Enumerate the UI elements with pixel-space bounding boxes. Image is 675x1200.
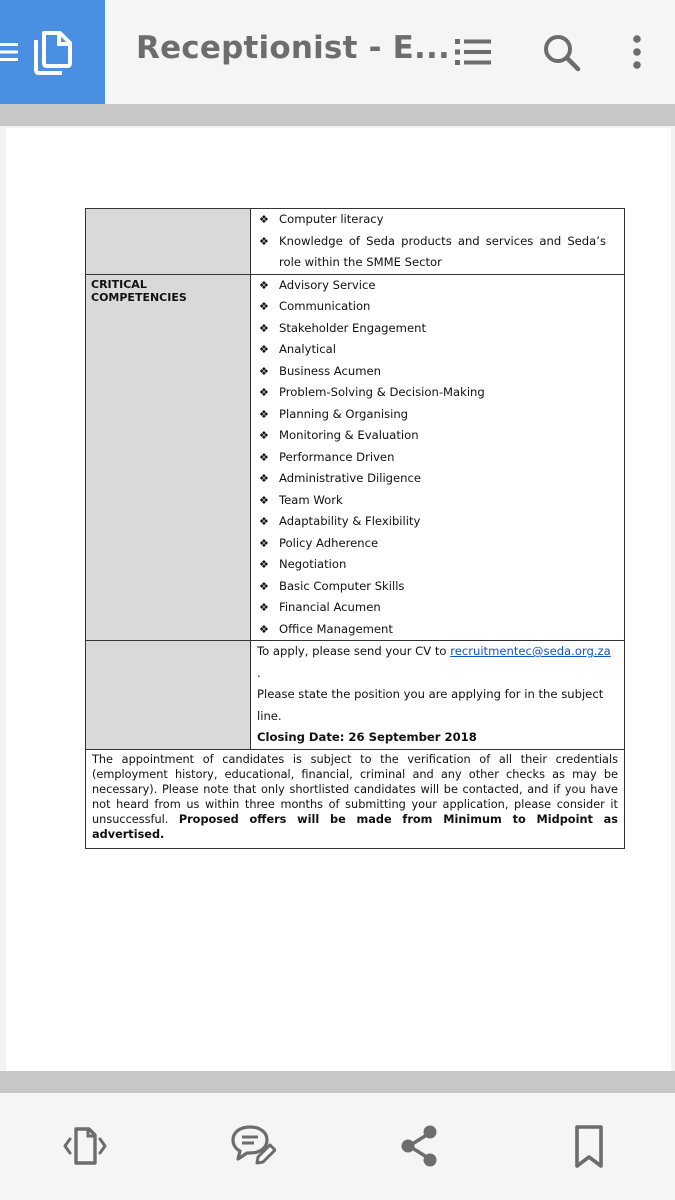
bullet-diamond-icon: ❖ xyxy=(259,515,269,528)
table-row xyxy=(86,209,625,275)
apply-line: To apply, please send your CV to recruitmentec@seda.org.za . xyxy=(257,644,611,680)
hamburger-icon xyxy=(0,42,18,62)
row-label xyxy=(86,209,251,275)
document-page xyxy=(6,128,671,1071)
list-item: ❖ Planning & Organising xyxy=(251,404,624,426)
list-item: ❖ Computer literacy xyxy=(251,209,624,231)
bullet-diamond-icon: ❖ xyxy=(259,579,269,593)
list-item: ❖ Problem-Solving & Decision-Making xyxy=(251,382,624,404)
list-item: ❖ Team Work xyxy=(251,490,624,512)
bullet-list xyxy=(251,209,624,274)
documents-menu-button[interactable] xyxy=(0,0,105,104)
bullet-diamond-icon: ❖ xyxy=(259,321,269,335)
list-item: ❖ Performance Driven xyxy=(251,447,624,469)
closing-date: Closing Date: 26 September 2018 xyxy=(257,730,477,744)
list-item: ❖ Analytical xyxy=(251,339,624,361)
top-app-bar xyxy=(0,0,675,104)
comment-edit-icon[interactable] xyxy=(230,1123,276,1169)
list-item: ❖ Knowledge of Seda products and services and Seda’s role within the SMME Sector xyxy=(251,231,624,274)
page-navigation-icon[interactable] xyxy=(62,1123,108,1169)
row-label: CRITICAL COMPETENCIES xyxy=(86,274,251,641)
bookmark-icon[interactable] xyxy=(566,1123,612,1169)
bullet-diamond-icon: ❖ xyxy=(259,234,269,248)
list-item: ❖ Policy Adherence xyxy=(251,533,624,555)
table-row xyxy=(86,749,625,848)
apply-instructions xyxy=(251,641,625,750)
document-table xyxy=(85,208,625,849)
list-item: ❖ Adaptability & Flexibility xyxy=(251,511,624,533)
bullet-diamond-icon: ❖ xyxy=(259,622,269,636)
subject-line-note: Please state the position you are applying for in the subject line. xyxy=(257,687,604,723)
list-item: ❖ Administrative Diligence xyxy=(251,468,624,490)
document-title: Receptionist - E... xyxy=(136,30,450,66)
bullet-diamond-icon: ❖ xyxy=(259,278,269,292)
list-item: ❖ Monitoring & Evaluation xyxy=(251,425,624,447)
list-item: ❖ Communication xyxy=(251,296,624,318)
bullet-diamond-icon: ❖ xyxy=(259,300,269,313)
list-item: ❖ Advisory Service xyxy=(251,275,624,297)
row-content xyxy=(251,209,625,275)
disclaimer xyxy=(86,749,625,848)
list-item: ❖ Negotiation xyxy=(251,554,624,576)
bullet-diamond-icon: ❖ xyxy=(259,386,269,399)
list-item: ❖ Business Acumen xyxy=(251,361,624,383)
share-icon[interactable] xyxy=(397,1123,443,1169)
email-link[interactable]: recruitmentec@seda.org.za xyxy=(450,644,611,658)
bullet-diamond-icon: ❖ xyxy=(259,472,269,485)
viewer-background-bottom xyxy=(0,1071,675,1093)
table-row xyxy=(86,274,625,641)
bullet-diamond-icon: ❖ xyxy=(259,429,269,442)
bullet-diamond-icon: ❖ xyxy=(259,407,269,421)
competencies-list xyxy=(251,275,624,641)
bullet-diamond-icon: ❖ xyxy=(259,364,269,378)
table-row xyxy=(86,641,625,750)
list-item: ❖ Financial Acumen xyxy=(251,597,624,619)
list-item: ❖ Stakeholder Engagement xyxy=(251,318,624,340)
search-icon[interactable] xyxy=(541,32,581,72)
bullet-diamond-icon: ❖ xyxy=(259,601,269,614)
disclaimer-text: The appointment of candidates is subject to the verification of all their credentials (employment history, educational, financial, criminal and any other checks as may be necessary). Please note that only shortlisted candidates will be contacted, and if you have not heard from us within three months of submitting your application, please consider it unsuccessful. xyxy=(92,752,618,826)
bullet-diamond-icon: ❖ xyxy=(259,536,269,550)
bullet-diamond-icon: ❖ xyxy=(259,493,269,507)
bullet-diamond-icon: ❖ xyxy=(259,213,269,226)
bullet-diamond-icon: ❖ xyxy=(259,558,269,571)
list-icon[interactable] xyxy=(453,32,493,72)
documents-icon xyxy=(32,30,74,76)
more-vert-icon[interactable] xyxy=(617,32,657,72)
bullet-diamond-icon: ❖ xyxy=(259,450,269,464)
row-label xyxy=(86,641,251,750)
bottom-toolbar xyxy=(0,1093,675,1200)
viewer-background-top xyxy=(0,104,675,126)
list-item: ❖ Office Management xyxy=(251,619,624,641)
disclaimer-bold: Proposed offers will be made from Minimum to Midpoint as advertised. xyxy=(92,812,618,841)
list-item: ❖ Basic Computer Skills xyxy=(251,576,624,598)
row-content xyxy=(251,274,625,641)
bullet-diamond-icon: ❖ xyxy=(259,343,269,356)
